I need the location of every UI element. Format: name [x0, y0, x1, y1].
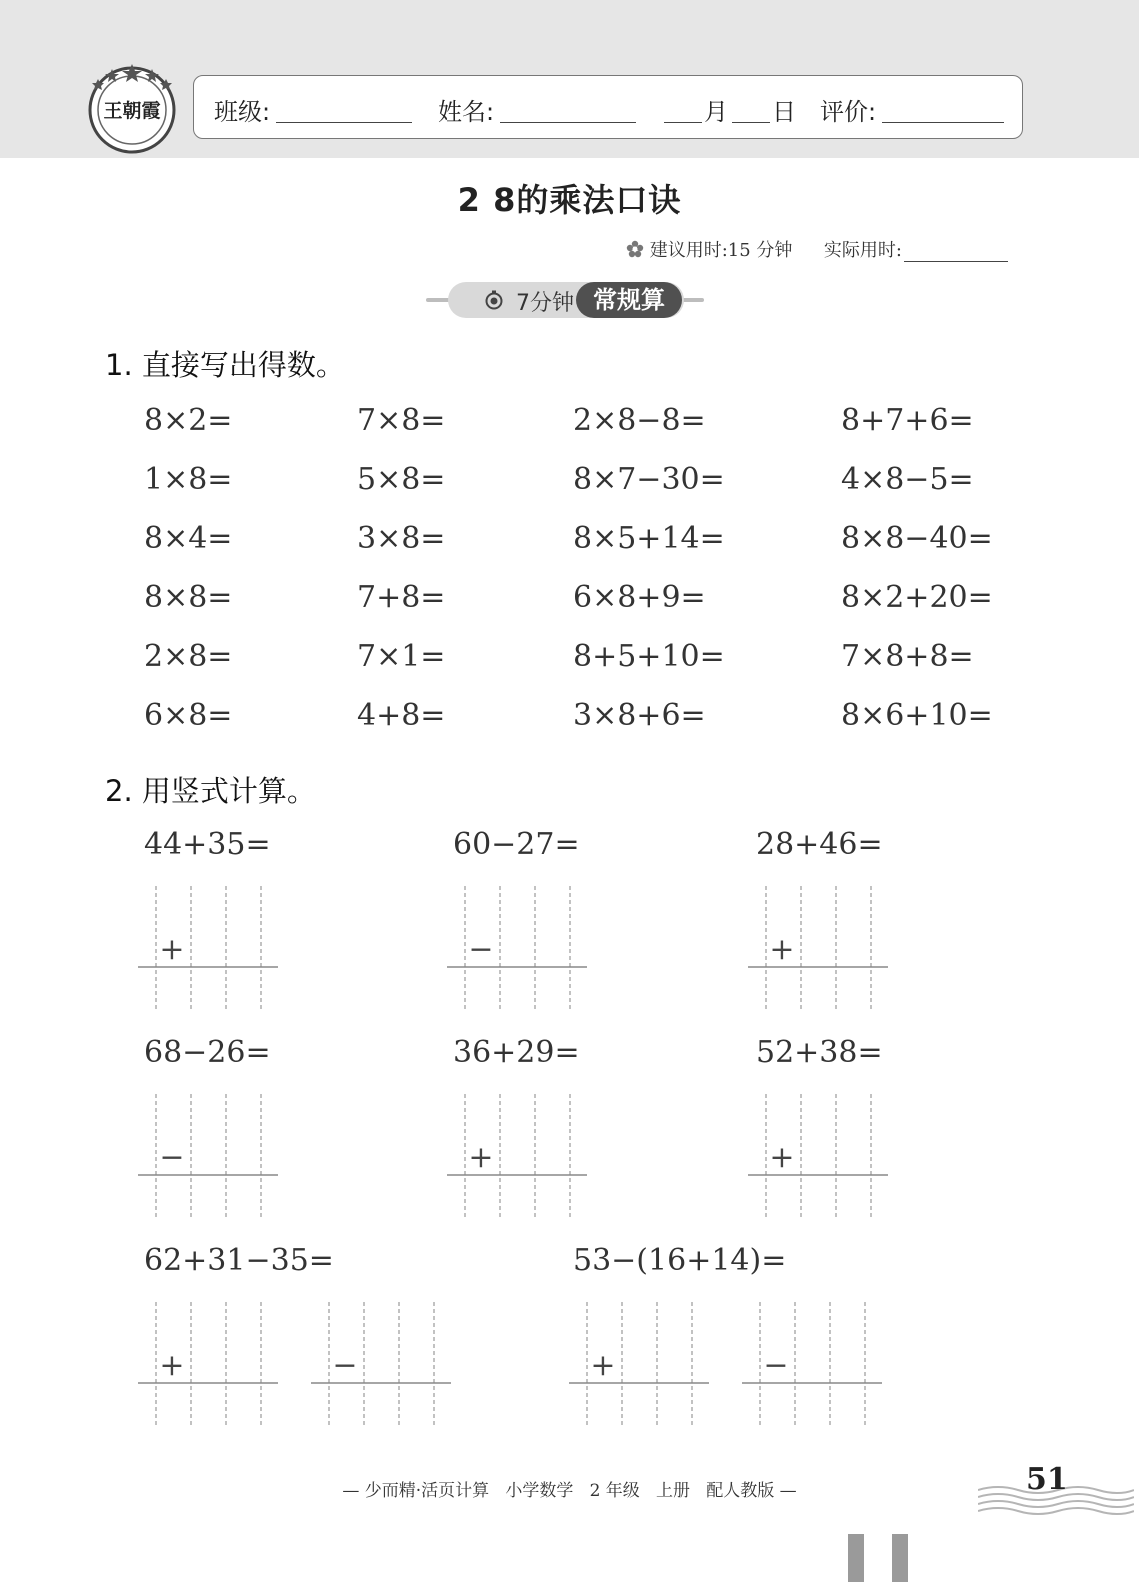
vertical-problem-expr: 62+31−35= [144, 1243, 334, 1278]
month-field[interactable] [664, 122, 702, 123]
oral-problem: 8×5+14= [573, 521, 725, 556]
actual-time-field[interactable] [904, 261, 1008, 262]
day-label: 日 [772, 98, 796, 126]
oral-problem: 1×8= [144, 462, 233, 497]
section2-title: 2. 用竖式计算。 [105, 774, 316, 808]
vertical-problem-expr: 44+35= [144, 827, 271, 862]
oral-problem: 4×8−5= [841, 462, 974, 497]
suggested-time: 建议用时:15 分钟 [649, 240, 793, 261]
actual-time-label: 实际用时: [823, 240, 902, 261]
vertical-calc-grid[interactable] [742, 1302, 882, 1428]
operator-sign: + [468, 1140, 494, 1175]
day-field[interactable] [732, 122, 770, 123]
oral-problem: 2×8−8= [573, 403, 706, 438]
vertical-calc-grid[interactable] [748, 886, 888, 1012]
oral-problem: 8×6+10= [841, 698, 993, 733]
operator-sign: + [159, 1348, 185, 1383]
oral-problem: 2×8= [144, 639, 233, 674]
operator-sign: + [159, 932, 185, 967]
oral-problem: 7×1= [357, 639, 446, 674]
stopwatch-icon [484, 290, 504, 310]
oral-problem: 7×8= [357, 403, 446, 438]
operator-sign: + [769, 932, 795, 967]
oral-problem: 8×2+20= [841, 580, 993, 615]
oral-problem: 7×8+8= [841, 639, 974, 674]
oral-problem: 3×8= [357, 521, 446, 556]
timer-minutes: 7分钟 [516, 291, 574, 316]
logo-text: 王朝霞 [103, 100, 161, 122]
flower-icon [626, 240, 644, 258]
vertical-problem-expr: 53−(16+14)= [573, 1243, 787, 1278]
oral-problem: 8×2= [144, 403, 233, 438]
operator-sign: − [159, 1140, 185, 1175]
class-field[interactable] [276, 122, 412, 123]
name-label: 姓名: [438, 98, 495, 126]
vertical-calc-grid[interactable] [138, 1302, 278, 1428]
vertical-calc-grid[interactable] [447, 886, 587, 1012]
oral-problem: 8×8−40= [841, 521, 993, 556]
timer-banner [426, 282, 704, 318]
vertical-calc-grid[interactable] [447, 1094, 587, 1220]
oral-problem: 5×8= [357, 462, 446, 497]
vertical-calc-grid[interactable] [138, 1094, 278, 1220]
oral-problem: 7+8= [357, 580, 446, 615]
name-field[interactable] [500, 122, 636, 123]
operator-sign: + [590, 1348, 616, 1383]
vertical-calc-grid[interactable] [569, 1302, 709, 1428]
operator-sign: + [769, 1140, 795, 1175]
vertical-calc-grid[interactable] [748, 1094, 888, 1220]
oral-problem: 8×8= [144, 580, 233, 615]
oral-problem: 6×8= [144, 698, 233, 733]
student-info-box [193, 75, 1023, 139]
vertical-problem-expr: 68−26= [144, 1035, 271, 1070]
oral-problem: 6×8+9= [573, 580, 706, 615]
eval-label: 评价: [820, 98, 877, 126]
operator-sign: − [763, 1348, 789, 1383]
oral-problem: 8×7−30= [573, 462, 725, 497]
oral-problem: 3×8+6= [573, 698, 706, 733]
vertical-problem-expr: 52+38= [756, 1035, 883, 1070]
vertical-calc-grid[interactable] [311, 1302, 451, 1428]
binding-mark [892, 1534, 908, 1582]
vertical-calc-grid[interactable] [138, 886, 278, 1012]
vertical-problem-expr: 36+29= [453, 1035, 580, 1070]
page-number: 51 [1026, 1462, 1068, 1497]
vertical-problem-expr: 60−27= [453, 827, 580, 862]
oral-problem: 8×4= [144, 521, 233, 556]
time-note [626, 236, 1008, 262]
section1-title: 1. 直接写出得数。 [105, 348, 345, 382]
oral-problem: 8+7+6= [841, 403, 974, 438]
oral-problem: 4+8= [357, 698, 446, 733]
wang-zhaoxia-seal-logo [86, 62, 178, 154]
operator-sign: − [468, 932, 494, 967]
page-title: 2 8的乘法口诀 [457, 181, 682, 219]
eval-field[interactable] [882, 122, 1004, 123]
page-footer: — 少而精·活页计算 小学数学 2 年级 上册 配人教版 — [342, 1481, 797, 1501]
month-label: 月 [704, 98, 728, 126]
class-label: 班级: [214, 98, 271, 126]
oral-problem: 8+5+10= [573, 639, 725, 674]
binding-mark [848, 1534, 864, 1582]
operator-sign: − [332, 1348, 358, 1383]
routine-tag: 常规算 [576, 282, 682, 318]
vertical-problem-expr: 28+46= [756, 827, 883, 862]
timer-pill [448, 282, 684, 318]
